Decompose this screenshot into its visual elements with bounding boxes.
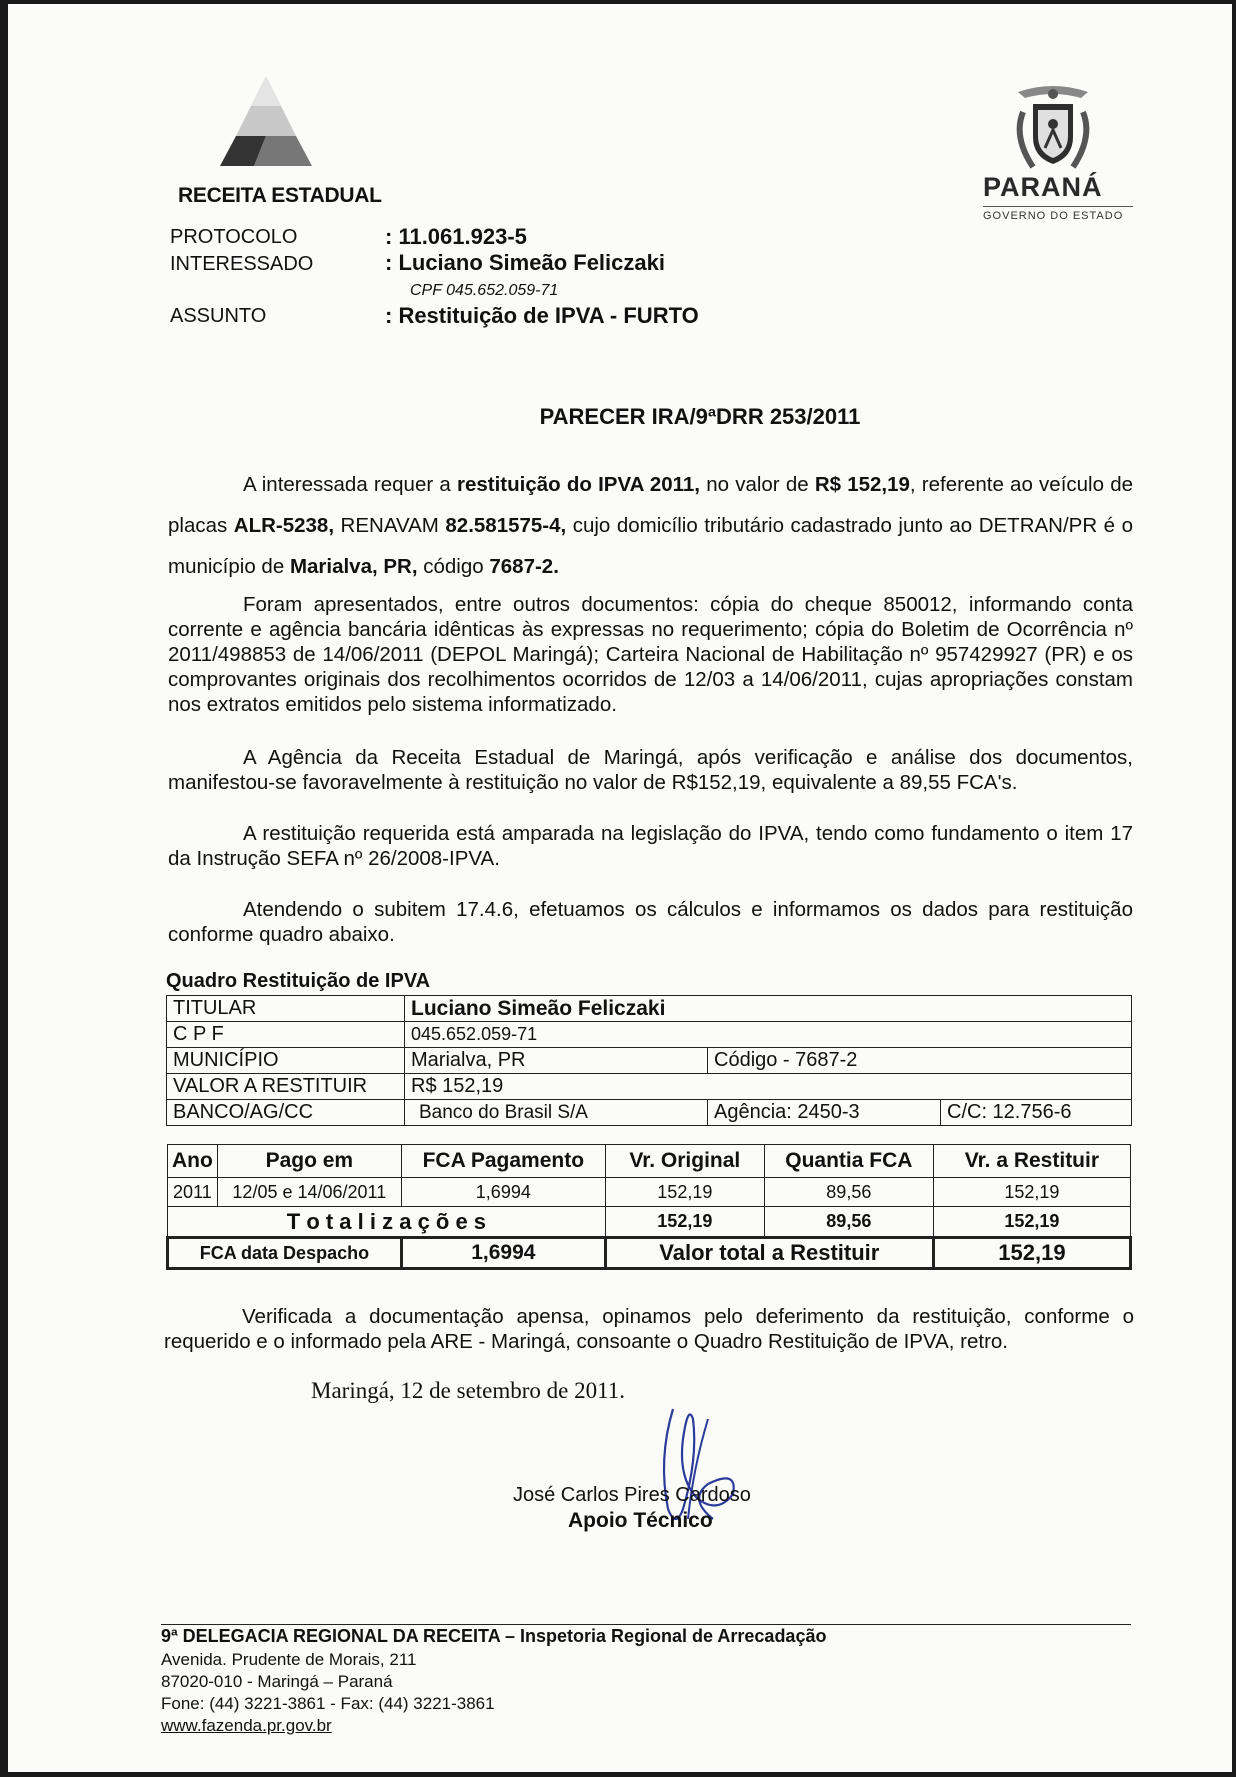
agency-name: RECEITA ESTADUAL	[178, 184, 382, 207]
state-subtitle: GOVERNO DO ESTADO	[983, 210, 1124, 222]
total-vr-restituir: 152,19	[933, 1207, 1130, 1238]
valor-label: VALOR A RESTITUIR	[167, 1074, 405, 1100]
col-quantia-fca: Quantia FCA	[764, 1145, 933, 1178]
cpf-line: CPF 045.652.059-71	[410, 282, 559, 299]
quadro-title: Quadro Restituição de IPVA	[166, 970, 431, 992]
cpf-value: 045.652.059-71	[405, 1022, 1132, 1048]
signer-role: Apoio Técnico	[568, 1509, 713, 1532]
banco-value: Banco do Brasil S/A	[405, 1100, 708, 1126]
paragraph-request: A interessada requer a restituição do IPVA 2011, no valor de R$ 152,19, referente ao veículo de placas ALR-5238, RENAVAM 82.581575-4, cujo domicílio tributário cadastrado junto ao DETRAN/PR é o município de Marialva, PR, código 7687-2.	[168, 473, 1133, 578]
paragraph-documents: Foram apresentados, entre outros documentos: cópia do cheque 850012, informando conta corrente e agência bancária idênticas às expressas no requerimento; cópia do Boletim de Ocorrência nº 2011/498853 de 14/06/2011 (DEPOL Maringá); Carteira Nacional de Habilitação nº 957429927 (PR) e os comprovantes originais dos recolhimentos ocorridos de 12/03 a 14/06/2011, cujas apropriações constam nos extratos emitidos pelo sistema informatizado.	[168, 593, 1133, 716]
cell-ano: 2011	[168, 1178, 218, 1207]
conta-value: C/C: 12.756-6	[941, 1100, 1132, 1126]
protocolo-value: : 11.061.923-5	[385, 224, 527, 249]
state-name: PARANÁ	[983, 172, 1103, 202]
signer-name: José Carlos Pires Cardoso	[513, 1484, 751, 1506]
footer-divider	[161, 1624, 1131, 1625]
total-vr-original: 152,19	[605, 1207, 764, 1238]
fca-despacho-label: FCA data Despacho	[168, 1238, 402, 1269]
footer-address: Avenida. Prudente de Morais, 211	[161, 1650, 417, 1669]
cpf-label: C P F	[167, 1022, 405, 1048]
city-date: Maringá, 12 de setembro de 2011.	[311, 1378, 626, 1403]
paragraph-calculation: Atendendo o subitem 17.4.6, efetuamos os cálculos e informamos os dados para restituição conforme quadro abaixo.	[168, 898, 1133, 946]
cell-fca-pagamento: 1,6994	[401, 1178, 605, 1207]
quadro-values-table	[166, 1144, 1132, 1270]
protocolo-label: PROTOCOLO	[170, 226, 298, 248]
codigo-value: Código - 7687-2	[708, 1048, 1132, 1074]
col-ano: Ano	[168, 1145, 218, 1178]
footer-website-link[interactable]: www.fazenda.pr.gov.br	[161, 1716, 332, 1735]
document-title: PARECER IRA/9ªDRR 253/2011	[539, 404, 861, 429]
paragraph-agency: A Agência da Receita Estadual de Maringá, após verificação e análise dos documentos, manifestou-se favoravelmente à restituição no valor de R$152,19, equivalente a 89,55 FCA's.	[168, 746, 1133, 794]
agencia-value: Agência: 2450-3	[708, 1100, 941, 1126]
fca-despacho-value: 1,6994	[401, 1238, 605, 1269]
paragraph-legislation: A restituição requerida está amparada na legislação do IPVA, tendo como fundamento o item 17 da Instrução SEFA nº 26/2008-IPVA.	[168, 822, 1133, 870]
valor-total-label: Valor total a Restituir	[605, 1238, 933, 1269]
interessado-value: : Luciano Simeão Feliczaki	[385, 250, 665, 275]
cell-quantia-fca: 89,56	[764, 1178, 933, 1207]
totals-label: T o t a l i z a ç õ e s	[168, 1207, 606, 1238]
titular-label: TITULAR	[167, 996, 405, 1022]
total-quantia-fca: 89,56	[764, 1207, 933, 1238]
paragraph-conclusion: Verificada a documentação apensa, opinamos pelo deferimento da restituição, conforme o requerido e o informado pela ARE - Maringá, consoante o Quadro Restituição de IPVA, retro.	[164, 1305, 1134, 1353]
municipio-value: Marialva, PR	[405, 1048, 708, 1074]
cell-pago-em: 12/05 e 14/06/2011	[217, 1178, 401, 1207]
col-vr-restituir: Vr. a Restituir	[933, 1145, 1130, 1178]
banco-label: BANCO/AG/CC	[167, 1100, 405, 1126]
cell-vr-original: 152,19	[605, 1178, 764, 1207]
cell-vr-restituir: 152,19	[933, 1178, 1130, 1207]
titular-value: Luciano Simeão Feliczaki	[405, 996, 1132, 1022]
assunto-value: : Restituição de IPVA - FURTO	[385, 303, 699, 328]
parana-coat-of-arms	[1003, 82, 1103, 182]
footer-cep: 87020-010 - Maringá – Paraná	[161, 1672, 393, 1691]
footer-heading: 9ª DELEGACIA REGIONAL DA RECEITA – Inspetoria Regional de Arrecadação	[161, 1626, 827, 1646]
assunto-label: ASSUNTO	[170, 305, 267, 327]
divider	[983, 206, 1133, 207]
footer-phone: Fone: (44) 3221-3861 - Fax: (44) 3221-3861	[161, 1694, 495, 1713]
quadro-info-table	[166, 995, 1132, 1126]
valor-value: R$ 152,19	[405, 1074, 1132, 1100]
col-pago-em: Pago em	[217, 1145, 401, 1178]
col-vr-original: Vr. Original	[605, 1145, 764, 1178]
document-page	[8, 4, 1232, 1772]
col-fca-pagamento: FCA Pagamento	[401, 1145, 605, 1178]
interessado-label: INTERESSADO	[170, 253, 314, 275]
municipio-label: MUNICÍPIO	[167, 1048, 405, 1074]
valor-total-value: 152,19	[933, 1238, 1130, 1269]
receita-estadual-logo	[216, 74, 316, 169]
